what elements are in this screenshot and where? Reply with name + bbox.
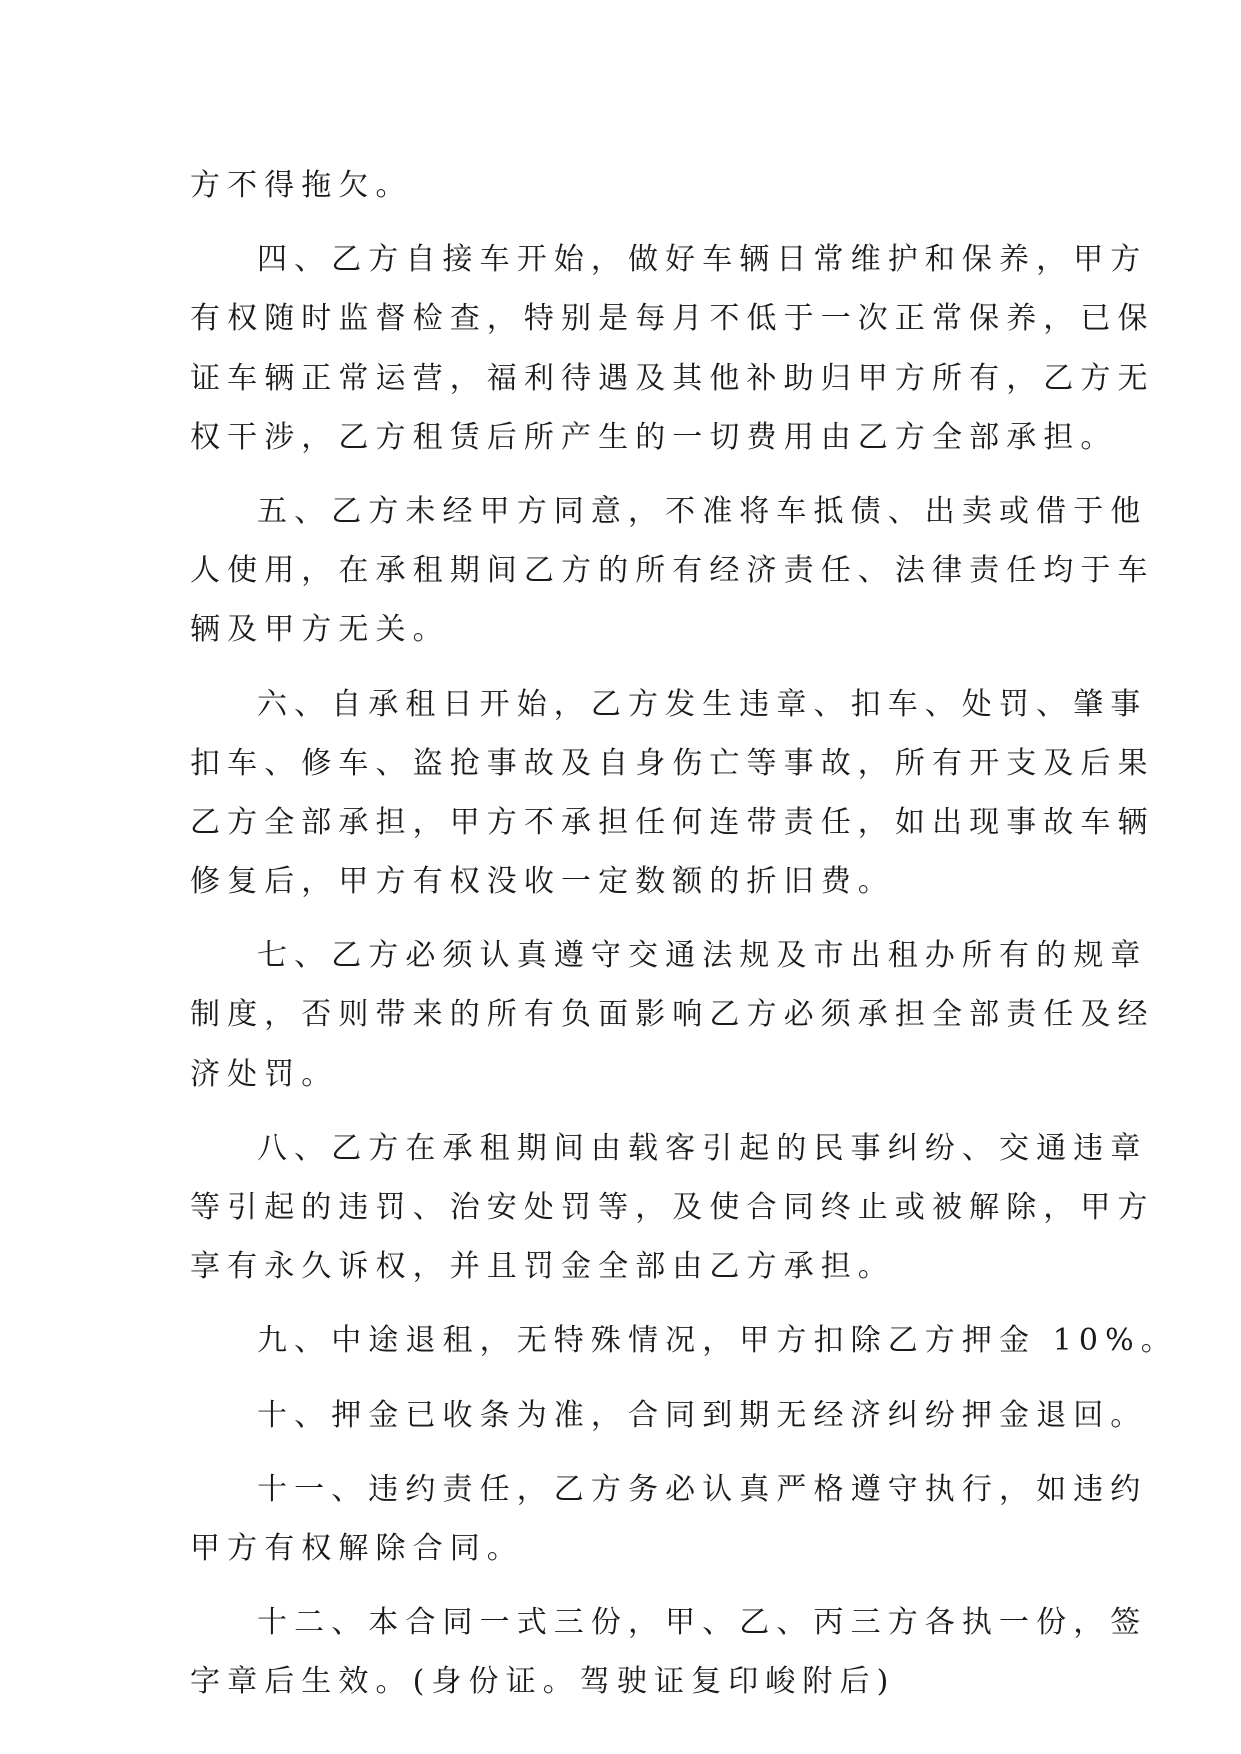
text-line: 甲方有权解除合同。 xyxy=(190,1530,524,1566)
text-line: 字章后生效。(身份证。驾驶证复印峻附后) xyxy=(190,1664,896,1700)
text-line: 十、押金已收条为准，合同到期无经济纠纷押金退回。 xyxy=(257,1397,1148,1433)
text-line: 辆及甲方无关。 xyxy=(190,612,450,648)
text-line: 济处罚。 xyxy=(190,1056,339,1092)
text-line: 四、乙方自接车开始，做好车辆日常维护和保养，甲方 xyxy=(257,242,1148,278)
text-line: 十一、违约责任，乙方务必认真严格遵守执行，如违约 xyxy=(257,1471,1148,1507)
text-line: 方不得拖欠。 xyxy=(190,168,413,203)
text-line: 人使用，在承租期间乙方的所有经济责任、法律责任均于车 xyxy=(190,553,1155,589)
text-line: 修复后，甲方有权没收一定数额的折旧费。 xyxy=(190,864,895,900)
text-line: 乙方全部承担，甲方不承担任何连带责任，如出现事故车辆 xyxy=(190,804,1155,840)
text-line: 制度，否则带来的所有负面影响乙方必须承担全部责任及经 xyxy=(190,997,1155,1033)
text-line: 等引起的违罚、治安处罚等，及使合同终止或被解除，甲方 xyxy=(190,1190,1155,1225)
text-line: 享有永久诉权，并且罚金全部由乙方承担。 xyxy=(190,1249,895,1285)
document-body xyxy=(190,156,1178,1712)
text-line: 六、自承租日开始，乙方发生违章、扣车、处罚、肇事 xyxy=(257,686,1148,722)
text-line: 扣车、修车、盗抢事故及自身伤亡等事故，所有开支及后果 xyxy=(190,745,1155,781)
text-line: 九、中途退租，无特殊情况，甲方扣除乙方押金 10%。 xyxy=(257,1323,1178,1359)
text-line: 八、乙方在承租期间由载客引起的民事纠纷、交通违章 xyxy=(257,1130,1148,1166)
text-line: 有权随时监督检查，特别是每月不低于一次正常保养，已保 xyxy=(190,301,1155,337)
text-line: 权干涉，乙方租赁后所产生的一切费用由乙方全部承担。 xyxy=(190,419,1118,455)
text-line: 十二、本合同一式三份，甲、乙、丙三方各执一份，签 xyxy=(257,1605,1148,1641)
text-line: 证车辆正常运营，福利待遇及其他补助归甲方所有，乙方无 xyxy=(190,360,1155,396)
text-line: 七、乙方必须认真遵守交通法规及市出租办所有的规章 xyxy=(257,938,1148,974)
text-line: 五、乙方未经甲方同意，不准将车抵债、出卖或借于他 xyxy=(257,493,1148,529)
